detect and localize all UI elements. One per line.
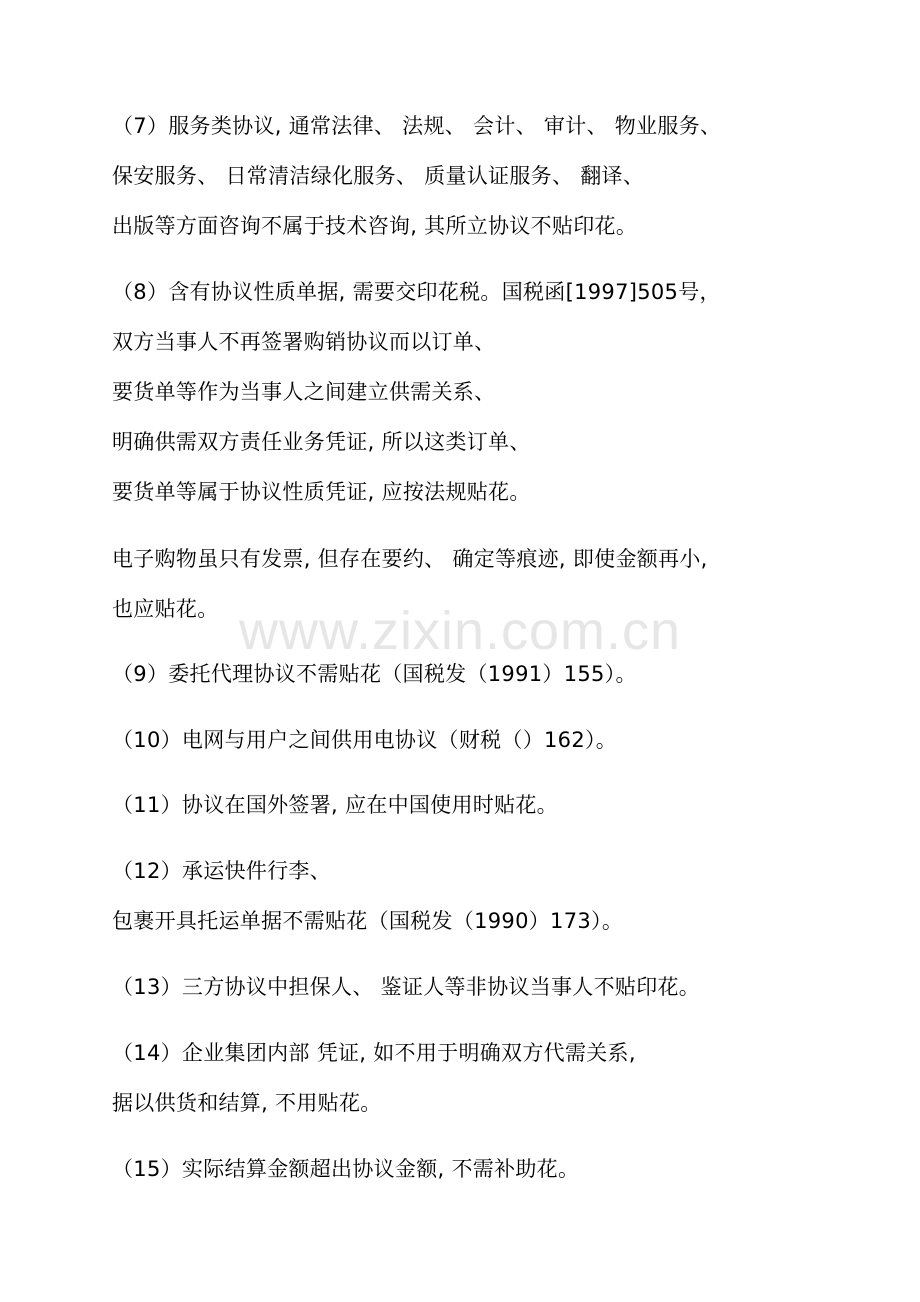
paragraph-12-line-2: 包裹开具托运单据不需贴花（国税发（1990）173）。 [112,909,624,933]
paragraph-8-line-2: 双方当事人不再签署购销协议而以订单、 [112,330,496,354]
paragraph-14-line-2: 据以供货和结算, 不用贴花。 [112,1091,382,1115]
paragraph-11: （11）协议在国外签署, 应在中国使用时贴花。 [112,793,558,817]
paragraph-7-line-1: （7）服务类协议, 通常法律、 法规、 会计、 审计、 物业服务、 [112,114,722,138]
watermark: www.zixin.com.cn [238,601,682,661]
paragraph-10: （10）电网与用户之间供用电协议（财税（）162）。 [112,728,618,752]
paragraph-9: （9）委托代理协议不需贴花（国税发（1991）155）。 [112,662,637,686]
paragraph-12-line-1: （12）承运快件行李、 [112,859,332,883]
paragraph-ecommerce-line-1: 电子购物虽只有发票, 但存在要约、 确定等痕迹, 即使金额再小, [112,547,708,571]
paragraph-7-line-2: 保安服务、 日常清洁绿化服务、 质量认证服务、 翻译、 [112,164,645,188]
paragraph-8-line-1: （8）含有协议性质单据, 需要交印花税。国税函[1997]505号， [112,280,721,304]
paragraph-14-line-1: （14）企业集团内部 凭证, 如不用于明确双方代需关系, [112,1041,636,1065]
paragraph-13: （13）三方协议中担保人、 鉴证人等非协议当事人不贴印花。 [112,975,701,999]
paragraph-8-line-4: 明确供需双方责任业务凭证, 所以这类订单、 [112,430,531,454]
paragraph-8-line-3: 要货单等作为当事人之间建立供需关系、 [112,380,496,404]
paragraph-15: （15）实际结算金额超出协议金额, 不需补助花。 [112,1157,580,1181]
paragraph-8-line-5: 要货单等属于协议性质凭证, 应按法规贴花。 [112,480,531,504]
paragraph-ecommerce-line-2: 也应贴花。 [112,597,219,621]
paragraph-7-line-3: 出版等方面咨询不属于技术咨询, 其所立协议不贴印花。 [112,214,638,238]
